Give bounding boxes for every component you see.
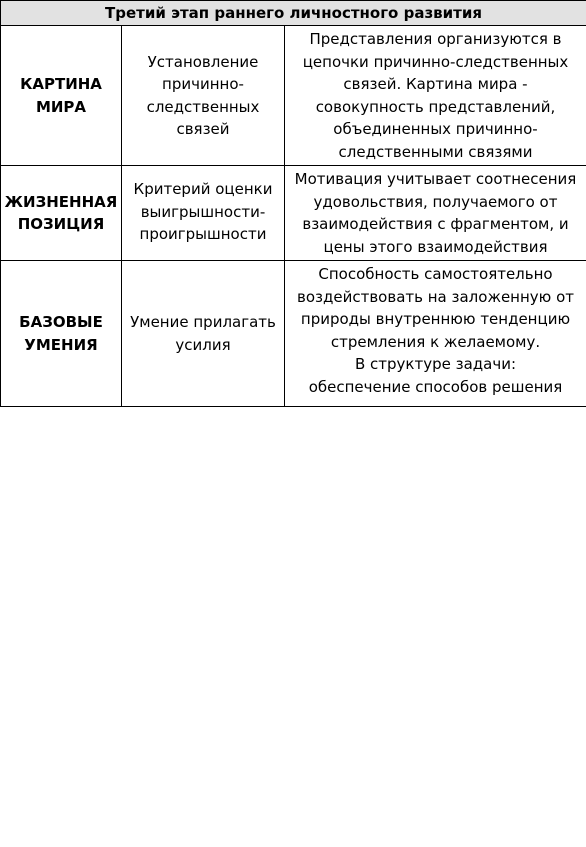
- description-text: совокупность представлений,: [315, 97, 556, 116]
- ability-text: усилия: [175, 335, 231, 354]
- table-title: Третий этап раннего личностного развития: [1, 1, 586, 26]
- description-text: цены этого взаимодействия: [323, 237, 548, 256]
- ability-text: связей: [176, 120, 230, 138]
- aspect-text: ЖИЗНЕННАЯ: [4, 192, 118, 211]
- ability-text: Умение прилагать: [130, 313, 276, 331]
- description-text: взаимодействия с фрагментом, и: [302, 215, 569, 233]
- document-page: [0, 0, 586, 407]
- ability-cell: [122, 166, 285, 261]
- aspect-text: ПОЗИЦИЯ: [17, 215, 105, 233]
- aspect-text: БАЗОВЫЕ: [19, 313, 103, 331]
- description-text: обеспечение способов решения: [308, 377, 563, 396]
- ability-text: Критерий оценки: [133, 180, 273, 198]
- description-text: Представления организуются в: [309, 30, 562, 48]
- description-text: объединенных причинно-: [333, 120, 538, 138]
- description-text: следственными связями: [338, 142, 533, 161]
- table-row: [1, 261, 586, 407]
- aspect-text: МИРА: [35, 97, 87, 116]
- description-text: связей. Картина мира -: [343, 75, 528, 93]
- ability-text: следственных: [146, 97, 260, 116]
- description-text: Мотивация учитывает соотнесения: [294, 170, 577, 188]
- ability-text: Установление: [147, 52, 259, 71]
- aspect-cell: [1, 166, 122, 261]
- table-title-row: [1, 1, 586, 26]
- aspect-cell: [1, 26, 122, 166]
- ability-text: причинно-: [162, 75, 244, 93]
- ability-cell: [122, 26, 285, 166]
- description-text: цепочки причинно-следственных: [302, 52, 569, 71]
- development-stage-table: [0, 0, 586, 407]
- description-text: удовольствия, получаемого от: [313, 192, 558, 211]
- description-text: природы внутреннюю тенденцию: [300, 310, 571, 328]
- description-text: воздействовать на заложенную от: [297, 287, 574, 306]
- description-cell: [285, 261, 586, 407]
- ability-cell: [122, 261, 285, 407]
- table-row: [1, 166, 586, 261]
- ability-text: выигрышности-: [140, 202, 266, 221]
- description-text: Способность самостоятельно: [318, 265, 553, 283]
- description-text: стремления к желаемому.: [330, 332, 541, 351]
- table-row: [1, 26, 586, 166]
- description-text: В структуре задачи:: [354, 355, 517, 373]
- aspect-text: УМЕНИЯ: [24, 335, 98, 354]
- aspect-cell: [1, 261, 122, 407]
- description-cell: [285, 166, 586, 261]
- aspect-text: КАРТИНА: [20, 75, 102, 93]
- description-cell: [285, 26, 586, 166]
- ability-text: проигрышности: [139, 225, 267, 243]
